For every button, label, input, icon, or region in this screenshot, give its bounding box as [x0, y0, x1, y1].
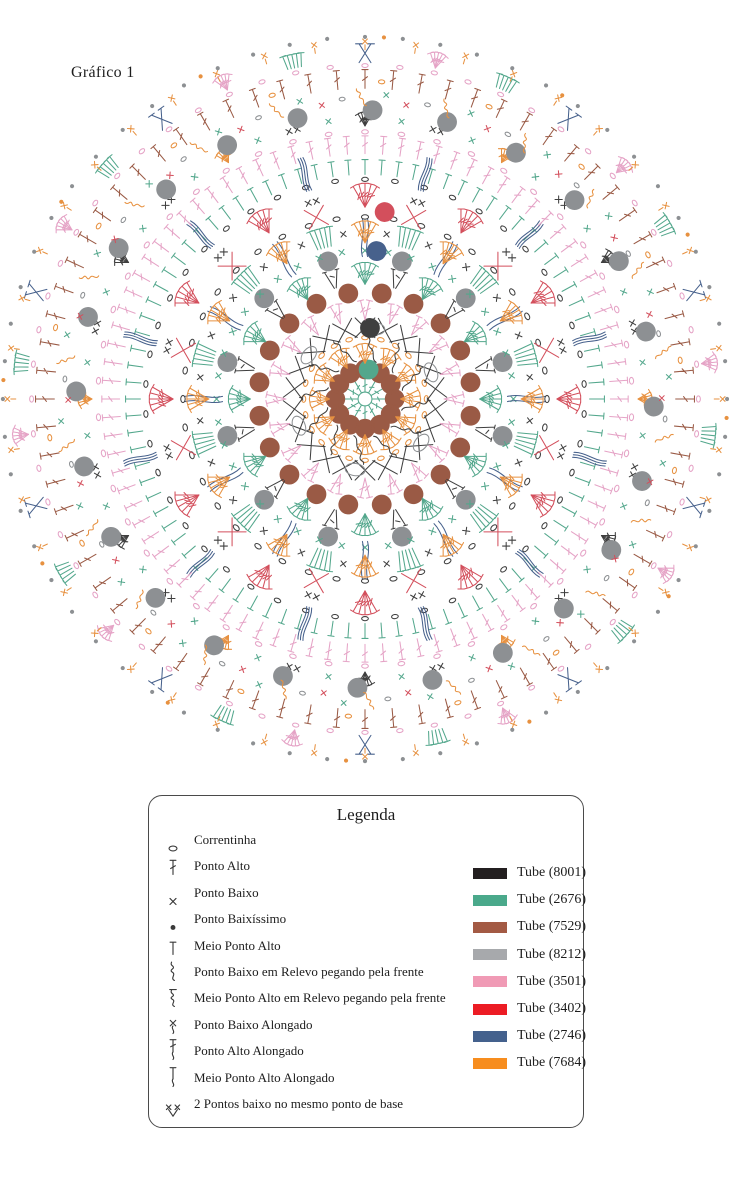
- x2v-stitch-icon: [157, 1088, 189, 1120]
- legend-item: [157, 1012, 312, 1038]
- color-swatch: [473, 922, 507, 933]
- color-label: Tube (3402): [517, 1001, 587, 1016]
- legend-item-label: Correntinha: [194, 832, 257, 847]
- legend-item: [157, 1091, 403, 1117]
- legend-item: [157, 827, 256, 853]
- legend-item: [157, 853, 250, 879]
- legend-box: [148, 795, 587, 1128]
- legend-item: [157, 959, 424, 985]
- legend-item: [157, 1065, 334, 1091]
- color-swatch: [473, 1058, 507, 1069]
- color-item: [473, 919, 586, 935]
- color-item: [473, 947, 586, 963]
- color-item: [473, 1055, 586, 1071]
- legend-item-label: Ponto Baixo em Relevo pegando pela frente: [194, 964, 424, 979]
- color-item: [473, 1001, 586, 1017]
- color-label: Tube (7529): [517, 919, 587, 935]
- color-item: [473, 1028, 586, 1044]
- legend-item-label: Ponto Alto Alongado: [194, 1043, 304, 1059]
- legend-title: Legenda: [336, 805, 396, 824]
- chart-title: Gráfico 1: [71, 64, 135, 81]
- crochet-chart-svg: [0, 28, 729, 770]
- color-label: Tube (3501): [517, 973, 587, 989]
- color-swatch: [473, 976, 507, 987]
- color-swatch: [473, 949, 507, 960]
- legend-item-label: Ponto Baixíssimo: [194, 911, 287, 927]
- color-item: [473, 892, 586, 908]
- color-swatch: [473, 868, 507, 879]
- color-swatch: [473, 1031, 507, 1042]
- color-swatch: [473, 1004, 507, 1015]
- color-label: Tube (8212): [517, 946, 587, 962]
- legend-item: [157, 933, 281, 959]
- legend-item-label: Ponto Baixo: [194, 884, 259, 900]
- legend-item-label: Ponto Baixo Alongado: [194, 1016, 313, 1032]
- legend-item: [157, 880, 259, 906]
- color-label: Tube (2676): [517, 892, 587, 908]
- color-swatch: [473, 895, 507, 906]
- color-item: [473, 865, 586, 881]
- legend-item: [157, 985, 446, 1011]
- color-label: Tube (8001): [517, 865, 587, 880]
- legend-item-label: Meio Ponto Alto Alongado: [194, 1069, 335, 1085]
- legend-item: [157, 906, 286, 932]
- legend-item-label: Meio Ponto Alto: [194, 937, 281, 953]
- color-item: [473, 974, 586, 990]
- legend-item-label: 2 Pontos baixo no mesmo ponto de base: [194, 1096, 404, 1111]
- legend-item: [157, 1038, 304, 1064]
- legend-item-label: Ponto Alto: [194, 858, 250, 874]
- color-label: Tube (2746): [517, 1028, 587, 1044]
- legend-item-label: Meio Ponto Alto em Relevo pegando pela frente: [194, 990, 446, 1006]
- color-label: Tube (7684): [517, 1055, 587, 1071]
